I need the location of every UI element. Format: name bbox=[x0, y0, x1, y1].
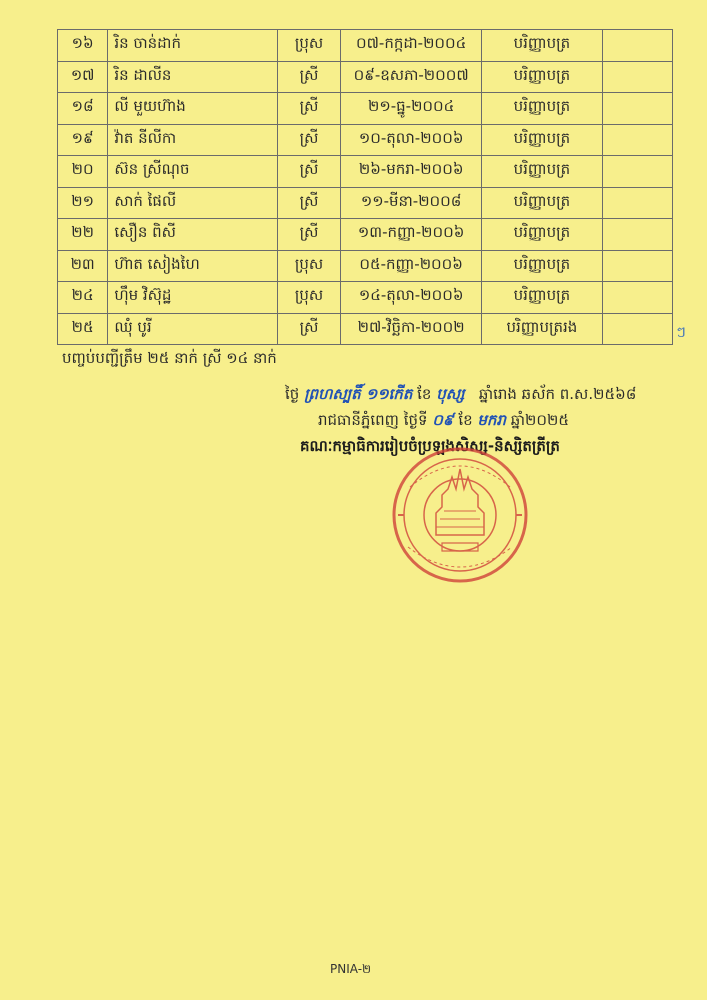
solar-month-label: ខែ bbox=[458, 411, 473, 429]
note-cell bbox=[602, 250, 672, 282]
table-row bbox=[58, 313, 673, 345]
student-gender: ប្រុស bbox=[277, 282, 341, 314]
table-row bbox=[58, 93, 673, 125]
student-birthdate: ០៥-កញ្ញា-២០០៦ bbox=[341, 250, 481, 282]
student-gender: ស្រី bbox=[277, 93, 341, 125]
official-seal-icon bbox=[380, 447, 540, 587]
student-certificate: បរិញ្ញាបត្រ bbox=[481, 250, 602, 282]
student-name: ស៊ន ស្រីណុច bbox=[108, 156, 277, 188]
student-certificate: បរិញ្ញាបត្ររង bbox=[481, 313, 602, 345]
student-gender: ស្រី bbox=[277, 219, 341, 251]
student-birthdate: ១៤-តុលា-២០០៦ bbox=[341, 282, 481, 314]
lunar-year: ឆ្នាំរោង ឆស័ក ព.ស.២៥៦៨ bbox=[478, 385, 637, 403]
student-gender: ស្រី bbox=[277, 61, 341, 93]
student-table bbox=[57, 29, 673, 345]
student-certificate: បរិញ្ញាបត្រ bbox=[481, 30, 602, 62]
student-gender: ស្រី bbox=[277, 124, 341, 156]
student-birthdate: ១៣-កញ្ញា-២០០៦ bbox=[341, 219, 481, 251]
student-gender: ស្រី bbox=[277, 156, 341, 188]
student-name: ឈុំ បូរី bbox=[108, 313, 277, 345]
table-row bbox=[58, 156, 673, 188]
table-row bbox=[58, 124, 673, 156]
row-number: ១៨ bbox=[58, 93, 108, 125]
student-certificate: បរិញ្ញាបត្រ bbox=[481, 219, 602, 251]
student-birthdate: ១១-មីនា-២០០៨ bbox=[341, 187, 481, 219]
table-row bbox=[58, 61, 673, 93]
solar-date-line bbox=[318, 411, 569, 433]
table-row bbox=[58, 187, 673, 219]
student-name: វ៉ាត នីលីកា bbox=[108, 124, 277, 156]
student-name: សាក់ ផៃលី bbox=[108, 187, 277, 219]
table-row bbox=[58, 219, 673, 251]
student-gender: ប្រុស bbox=[277, 250, 341, 282]
row-number: ២៥ bbox=[58, 313, 108, 345]
student-name: សឿន ពិសី bbox=[108, 219, 277, 251]
solar-day: ០៩ bbox=[432, 411, 454, 429]
student-birthdate: ២៧-វិច្ឆិកា-២០០២ bbox=[341, 313, 481, 345]
table-row bbox=[58, 30, 673, 62]
note-cell bbox=[602, 124, 672, 156]
student-certificate: បរិញ្ញាបត្រ bbox=[481, 61, 602, 93]
student-table-body bbox=[58, 30, 673, 345]
student-name: លី មួយហ៊ាង bbox=[108, 93, 277, 125]
student-certificate: បរិញ្ញាបត្រ bbox=[481, 124, 602, 156]
student-certificate: បរិញ្ញាបត្រ bbox=[481, 93, 602, 125]
note-cell bbox=[602, 156, 672, 188]
lunar-date-prefix: ថ្ងៃ bbox=[285, 385, 300, 403]
student-name: រិន ចាន់ដាក់ bbox=[108, 30, 277, 62]
note-cell bbox=[602, 93, 672, 125]
student-name: ហ៊ាត សៀងហៃ bbox=[108, 250, 277, 282]
margin-mark: ៗ bbox=[676, 323, 686, 341]
student-birthdate: ២៦-មករា-២០០៦ bbox=[341, 156, 481, 188]
student-certificate: បរិញ្ញាបត្រ bbox=[481, 156, 602, 188]
row-number: ២០ bbox=[58, 156, 108, 188]
note-cell bbox=[602, 313, 672, 345]
student-birthdate: ២១-ធ្នូ-២០០៤ bbox=[341, 93, 481, 125]
lunar-date-line bbox=[285, 385, 636, 407]
row-number: ១៩ bbox=[58, 124, 108, 156]
student-name: រិន ដាលីន bbox=[108, 61, 277, 93]
student-name: ហ៊ឹម វិស៊ុដ្ឋ bbox=[108, 282, 277, 314]
student-birthdate: ១០-តុលា-២០០៦ bbox=[341, 124, 481, 156]
lunar-month: បុស្ស bbox=[436, 385, 465, 403]
note-cell bbox=[602, 30, 672, 62]
student-certificate: បរិញ្ញាបត្រ bbox=[481, 282, 602, 314]
student-gender: ស្រី bbox=[277, 187, 341, 219]
note-cell bbox=[602, 282, 672, 314]
summary-line: បញ្ចប់បញ្ជីត្រឹម ២៥ នាក់ ស្រី ១៤ នាក់ bbox=[62, 349, 277, 367]
note-cell bbox=[602, 187, 672, 219]
student-certificate: បរិញ្ញាបត្រ bbox=[481, 187, 602, 219]
solar-date-prefix: រាជធានីភ្នំពេញ ថ្ងៃទី bbox=[318, 411, 428, 429]
row-number: ២២ bbox=[58, 219, 108, 251]
row-number: ២៤ bbox=[58, 282, 108, 314]
student-gender: ស្រី bbox=[277, 313, 341, 345]
note-cell bbox=[602, 219, 672, 251]
solar-month: មករា bbox=[477, 411, 506, 429]
table-row bbox=[58, 282, 673, 314]
student-gender: ប្រុស bbox=[277, 30, 341, 62]
row-number: ១៦ bbox=[58, 30, 108, 62]
row-number: ២៣ bbox=[58, 250, 108, 282]
page-code: PNIA-២ bbox=[330, 962, 372, 976]
student-birthdate: ០៧-កក្កដា-២០០៤ bbox=[341, 30, 481, 62]
lunar-month-label: ខែ bbox=[417, 385, 432, 403]
row-number: ១៧ bbox=[58, 61, 108, 93]
student-birthdate: ០៩-ឧសភា-២០០៧ bbox=[341, 61, 481, 93]
table-row bbox=[58, 250, 673, 282]
row-number: ២១ bbox=[58, 187, 108, 219]
solar-year: ឆ្នាំ២០២៥ bbox=[510, 411, 569, 429]
lunar-date-day: ព្រហស្បតិ៍ ១១កើត bbox=[304, 385, 413, 403]
note-cell bbox=[602, 61, 672, 93]
committee-title: គណៈកម្មាធិការរៀបចំប្រឡងសិស្ស-និស្សិតត្រីត្រ bbox=[300, 437, 560, 455]
